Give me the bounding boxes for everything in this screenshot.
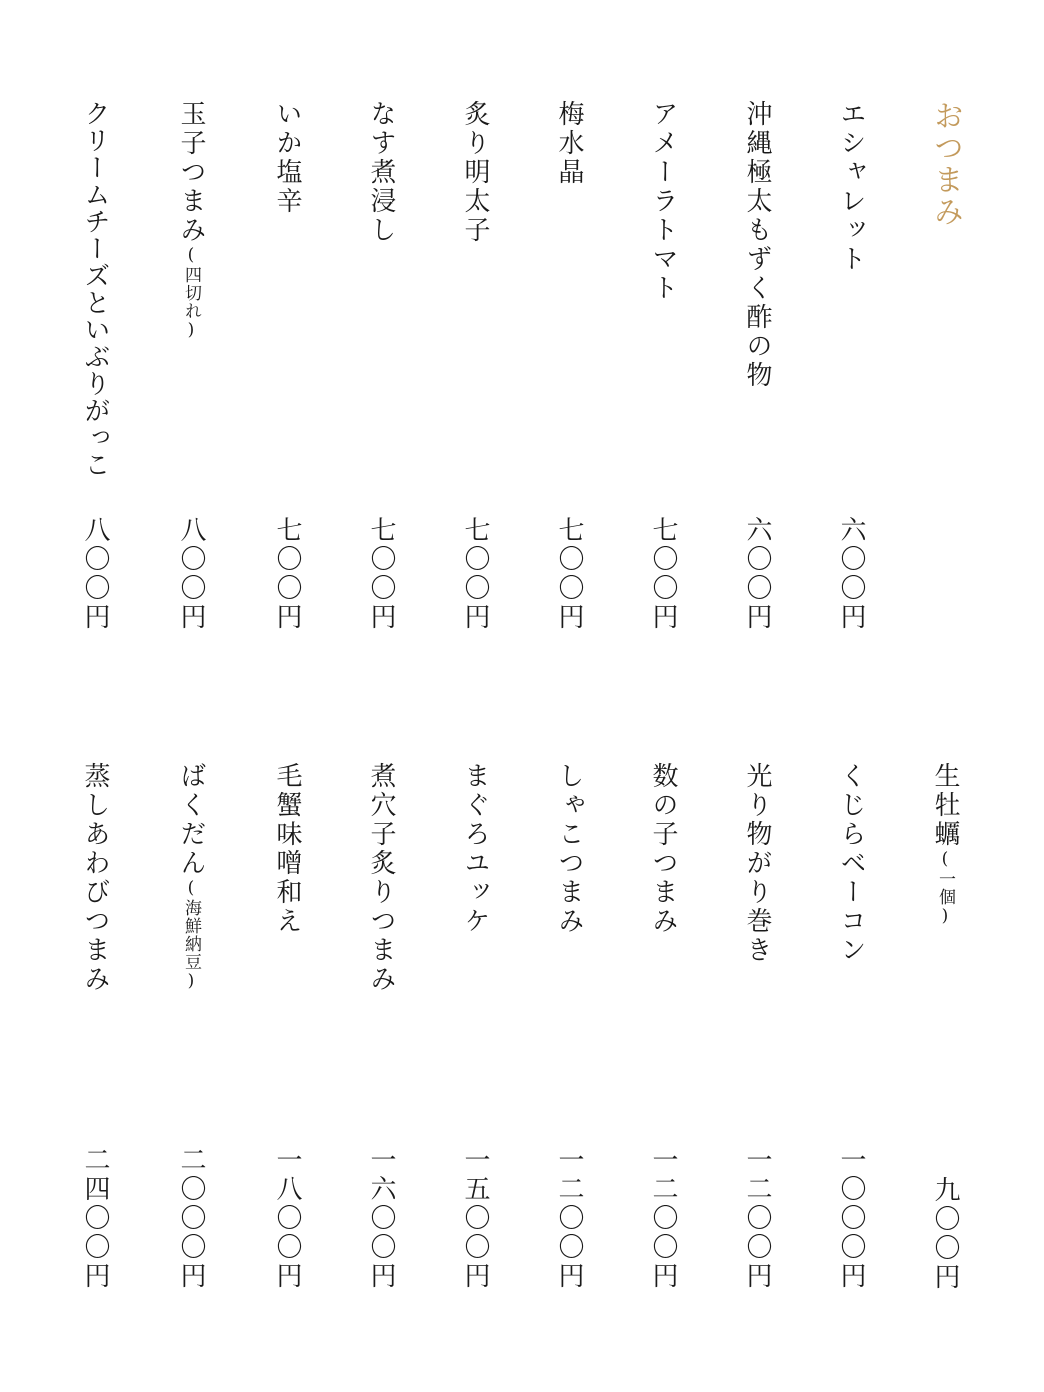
menu-item-name: いか塩辛	[272, 100, 302, 216]
menu-title: おつまみ	[928, 100, 963, 228]
menu-item-price: 八〇〇円	[176, 516, 206, 632]
menu-item-price: 一二〇〇円	[554, 1146, 584, 1291]
menu-item-name: 沖縄極太もずく酢の物	[742, 100, 772, 390]
menu-item-name	[176, 100, 206, 341]
menu-item-price: 七〇〇円	[272, 516, 302, 632]
menu-item-note: (一個)	[935, 849, 955, 927]
menu-item-name: 光り物がり巻き	[742, 762, 772, 965]
menu-item-price: 七〇〇円	[648, 516, 678, 632]
menu-item-name: まぐろユッケ	[460, 762, 490, 936]
menu-item-name-text: 生牡蠣	[930, 762, 960, 849]
menu-item-name: エシャレット	[836, 100, 866, 274]
menu-item-price: 一八〇〇円	[272, 1146, 302, 1291]
menu-item-name: 梅水晶	[554, 100, 584, 187]
menu-item-note: (海鮮納豆)	[181, 878, 201, 992]
menu-item-note: (四切れ)	[181, 245, 201, 341]
menu-item-name: 炙り明太子	[460, 100, 490, 245]
menu-item-price: 七〇〇円	[554, 516, 584, 632]
menu-item-price: 二四〇〇円	[80, 1146, 110, 1291]
menu-item-name: しゃこつまみ	[554, 762, 584, 936]
menu-item-price: 七〇〇円	[366, 516, 396, 632]
menu-item-price: 二〇〇〇円	[176, 1146, 206, 1291]
menu-item-price: 一二〇〇円	[742, 1146, 772, 1291]
menu-item-name: 煮穴子炙りつまみ	[366, 762, 396, 994]
menu-item-price: 一〇〇〇円	[836, 1146, 866, 1291]
menu-item-name	[930, 762, 960, 927]
menu-item-price: 八〇〇円	[80, 516, 110, 632]
menu-item-price: 一五〇〇円	[460, 1146, 490, 1291]
menu-item-name: 毛蟹味噌和え	[272, 762, 302, 936]
menu-item-name: 蒸しあわびつまみ	[80, 762, 110, 994]
menu-item-price: 六〇〇円	[836, 516, 866, 632]
menu-item-name-text: ばくだん	[176, 762, 206, 878]
menu-item-name: アメーラトマト	[648, 100, 678, 303]
menu-item-price: 一二〇〇円	[648, 1146, 678, 1291]
menu-item-name: なす煮浸し	[366, 100, 396, 245]
menu-item-price: 一六〇〇円	[366, 1146, 396, 1291]
menu-item-name: クリームチーズといぶりがっこ	[80, 100, 110, 478]
menu-item-name	[176, 762, 206, 992]
menu-item-price: 七〇〇円	[460, 516, 490, 632]
menu-item-price: 九〇〇円	[930, 1176, 960, 1292]
menu-item-name: くじらベーコン	[836, 762, 866, 965]
menu-item-name: 数の子つまみ	[648, 762, 678, 936]
menu-item-name-text: 玉子つまみ	[176, 100, 206, 245]
menu-item-price: 六〇〇円	[742, 516, 772, 632]
